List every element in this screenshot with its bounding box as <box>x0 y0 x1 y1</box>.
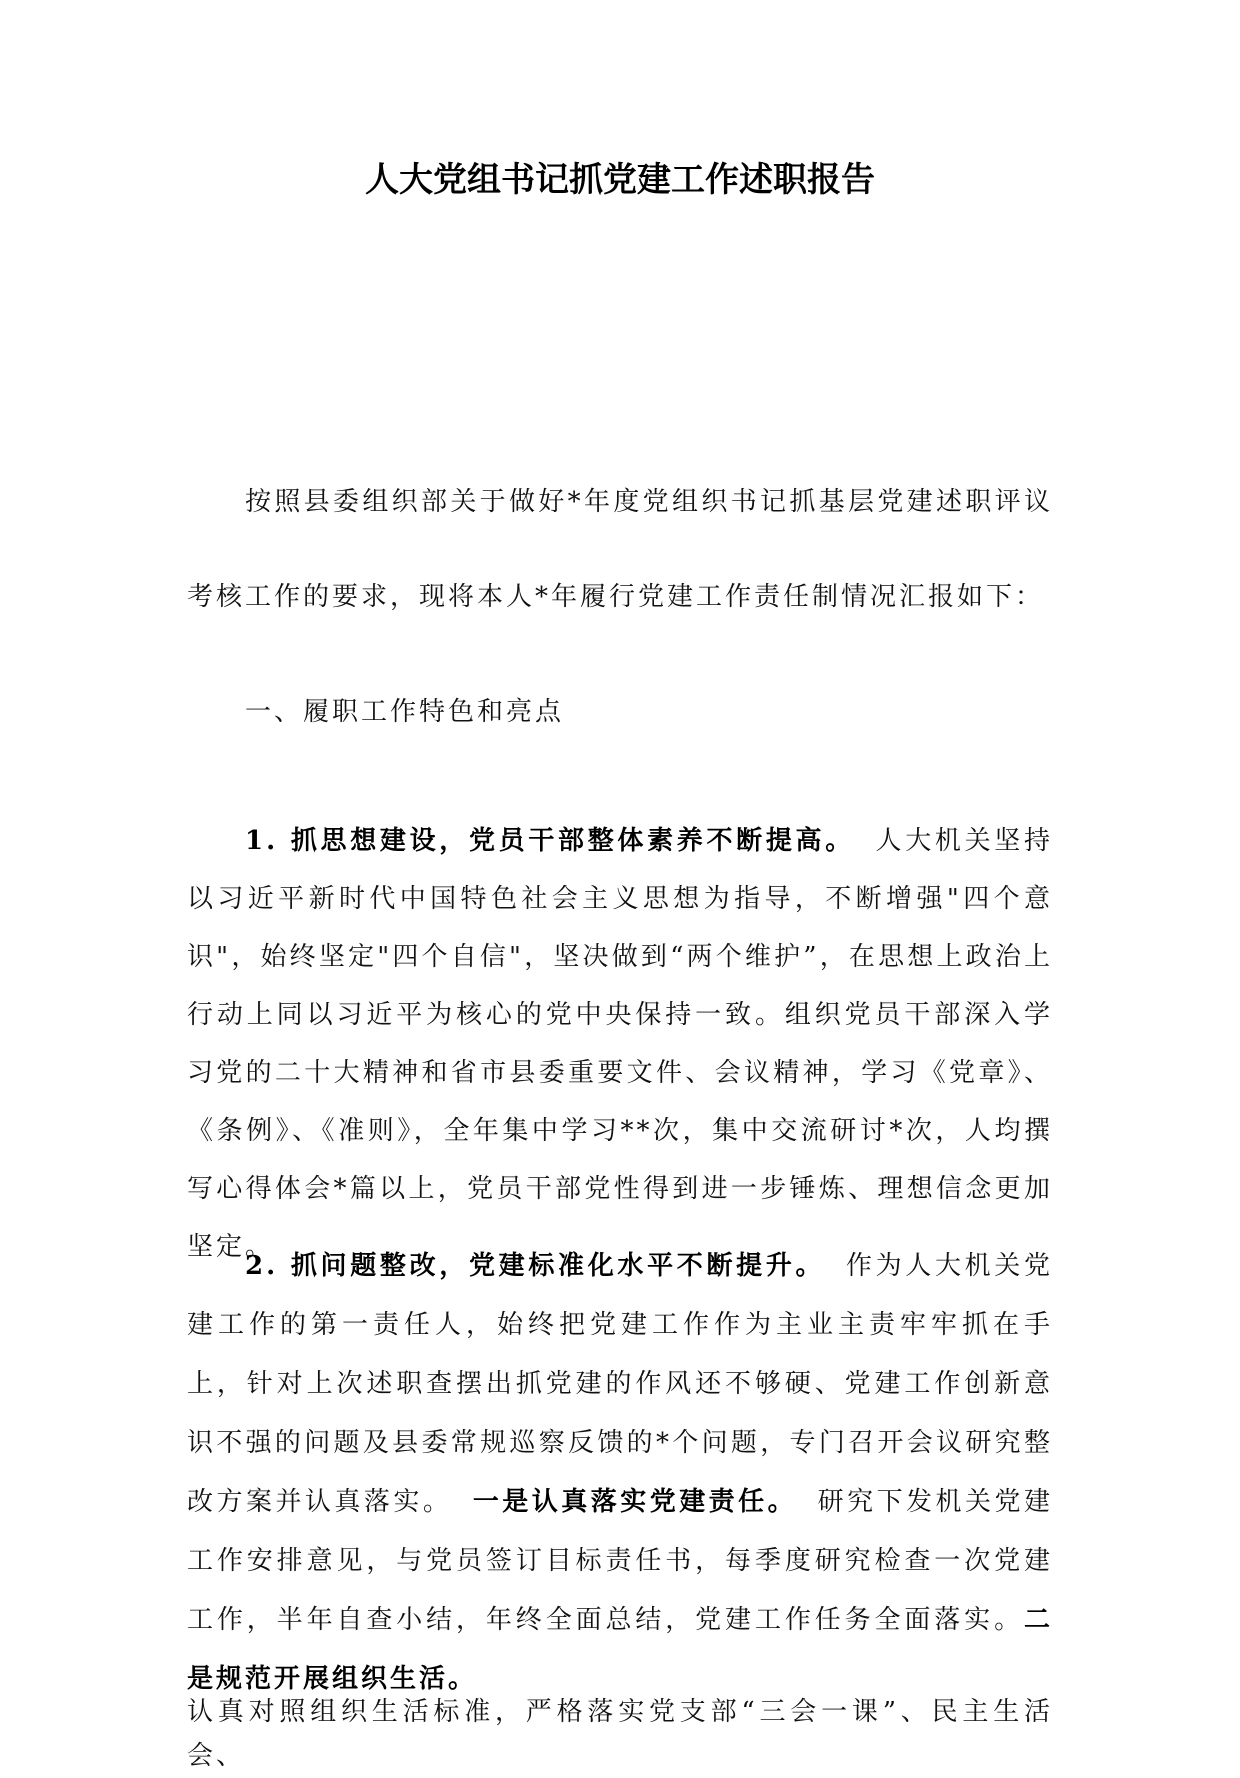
document-title: 人大党组书记抓党建工作述职报告 <box>365 160 875 200</box>
item-1-paragraph <box>187 812 1053 1276</box>
item-2-body: 作为人大机关党建工作的第一责任人，始终把党建工作作为主业主责牢牢抓在手上，针对上次述职查摆出抓党建的作风还不够硬、党建工作创新意识不强的问题及县委常规巡察反馈的*个问题，专门召开会议研究整改方案并认真落实。 <box>187 1251 1053 1517</box>
intro-paragraph: 按照县委组织部关于做好*年度党组织书记抓基层党建述职评议考核工作的要求，现将本人*年履行党建工作责任制情况汇报如下： <box>187 487 1053 612</box>
item-1-body: 人大机关坚持以习近平新时代中国特色社会主义思想为指导，不断增强"四个意识"，始终坚定"四个自信"，坚决做到“两个维护”，在思想上政治上行动上同以习近平为核心的党中央保持一致。组织党员干部深入学习党的二十大精神和省市县委重要文件、会议精神，学习《党章》、《条例》、《准则》，全年集中学习**次，集中交流研讨*次，人均撰写心得体会*篇以上，党员干部党性得到进一步锤炼、理想信念更加坚定。 <box>187 826 1053 1262</box>
item-2-point-1-title: 一是认真落实党建责任。 <box>472 1487 798 1517</box>
item-1-title: 1. 抓思想建设，党员干部整体素养不断提高。 <box>245 826 855 856</box>
item-2-continuation: 认真对照组织生活标准，严格落实党支部“三会一课”、民主生活会、 <box>187 1697 1053 1771</box>
section-heading-1: 一、履职工作特色和亮点 <box>245 697 565 727</box>
item-2-title: 2. 抓问题整改，党建标准化水平不断提升。 <box>245 1251 826 1281</box>
item-2-point-1-body: 研究下发机关党建工作安排意见，与党员签订目标责任书，每季度研究检查一次党建工作，半年自查小结，年终全面总结，党建工作任务全面落实。 <box>187 1487 1053 1635</box>
item-2-paragraph <box>187 1237 1053 1709</box>
item-2-point-2-title: 二是规范开展组织生活。 <box>187 1605 1053 1694</box>
